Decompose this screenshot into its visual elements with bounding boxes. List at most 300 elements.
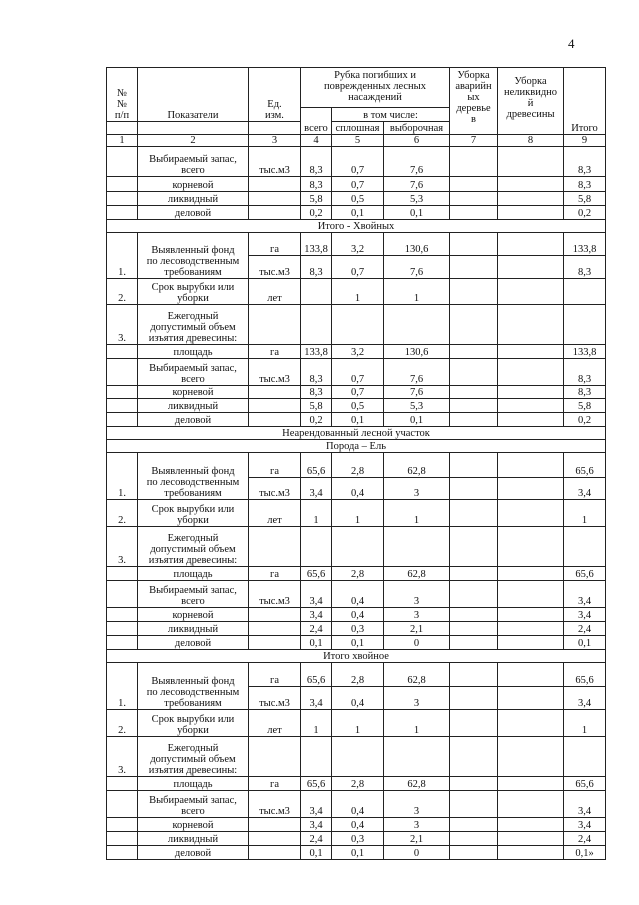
table-row bbox=[107, 304, 606, 344]
row-label: Ежегодный допустимый объем изъятия древесины: bbox=[138, 304, 249, 344]
value-illiquid bbox=[498, 581, 564, 608]
value-total: 65,6 bbox=[301, 776, 332, 790]
header-unit: Ед. изм. bbox=[249, 68, 301, 122]
row-number bbox=[107, 344, 138, 358]
value-total: 3,4 bbox=[301, 608, 332, 622]
row-unit: га bbox=[249, 344, 301, 358]
value-total: 0,2 bbox=[301, 412, 332, 426]
row-unit bbox=[249, 736, 301, 776]
table-row bbox=[107, 709, 606, 736]
row-unit bbox=[249, 192, 301, 206]
value-illiquid bbox=[498, 256, 564, 279]
value-emergency bbox=[450, 412, 498, 426]
value-grand-total: 3,4 bbox=[564, 581, 606, 608]
table-row bbox=[107, 608, 606, 622]
value-illiquid bbox=[498, 687, 564, 710]
value-total: 1 bbox=[301, 500, 332, 527]
value-grand-total: 8,3 bbox=[564, 385, 606, 398]
table-row bbox=[107, 206, 606, 220]
value-grand-total: 1 bbox=[564, 709, 606, 736]
value-grand-total: 5,8 bbox=[564, 398, 606, 412]
row-unit: га bbox=[249, 233, 301, 256]
row-number bbox=[107, 622, 138, 636]
row-unit: лет bbox=[249, 278, 301, 304]
value-emergency bbox=[450, 278, 498, 304]
value-emergency bbox=[450, 608, 498, 622]
value-grand-total: 0,1 bbox=[564, 636, 606, 650]
row-unit: га bbox=[249, 452, 301, 477]
value-emergency bbox=[450, 567, 498, 581]
table-row bbox=[107, 398, 606, 412]
value-total: 65,6 bbox=[301, 567, 332, 581]
row-unit bbox=[249, 831, 301, 845]
value-clear-cut: 0,5 bbox=[332, 398, 384, 412]
row-label: площадь bbox=[138, 776, 249, 790]
value-selective: 1 bbox=[384, 500, 450, 527]
section-row bbox=[107, 426, 606, 439]
value-clear-cut: 0,1 bbox=[332, 206, 384, 220]
value-selective: 0,1 bbox=[384, 206, 450, 220]
row-number: 3. bbox=[107, 304, 138, 344]
value-emergency bbox=[450, 709, 498, 736]
row-label: Выявленный фонд bbox=[138, 663, 249, 687]
value-total: 2,4 bbox=[301, 831, 332, 845]
row-unit: га bbox=[249, 663, 301, 687]
value-total: 1 bbox=[301, 709, 332, 736]
value-total: 3,4 bbox=[301, 477, 332, 500]
value-illiquid bbox=[498, 477, 564, 500]
value-grand-total bbox=[564, 304, 606, 344]
value-total: 8,3 bbox=[301, 385, 332, 398]
value-selective: 0 bbox=[384, 636, 450, 650]
value-total: 3,4 bbox=[301, 790, 332, 817]
table-row bbox=[107, 831, 606, 845]
row-label: площадь bbox=[138, 567, 249, 581]
value-grand-total: 2,4 bbox=[564, 622, 606, 636]
table-row bbox=[107, 845, 606, 859]
row-number bbox=[107, 206, 138, 220]
value-selective: 130,6 bbox=[384, 233, 450, 256]
value-illiquid bbox=[498, 608, 564, 622]
table-row bbox=[107, 192, 606, 206]
value-clear-cut: 2,8 bbox=[332, 776, 384, 790]
value-clear-cut: 0,7 bbox=[332, 256, 384, 279]
row-unit: лет bbox=[249, 500, 301, 527]
row-label: Ежегодный допустимый объем изъятия древесины: bbox=[138, 736, 249, 776]
value-grand-total: 65,6 bbox=[564, 663, 606, 687]
value-selective: 62,8 bbox=[384, 567, 450, 581]
value-grand-total: 2,4 bbox=[564, 831, 606, 845]
value-selective: 130,6 bbox=[384, 344, 450, 358]
row-number bbox=[107, 567, 138, 581]
row-label: деловой bbox=[138, 206, 249, 220]
value-selective: 1 bbox=[384, 709, 450, 736]
row-label: корневой bbox=[138, 608, 249, 622]
value-illiquid bbox=[498, 192, 564, 206]
value-total: 133,8 bbox=[301, 233, 332, 256]
value-clear-cut: 1 bbox=[332, 500, 384, 527]
value-illiquid bbox=[498, 709, 564, 736]
row-label: Выбираемый запас, всего bbox=[138, 147, 249, 177]
row-number bbox=[107, 412, 138, 426]
column-numbers-row bbox=[107, 135, 606, 147]
value-total: 8,3 bbox=[301, 177, 332, 192]
value-emergency bbox=[450, 385, 498, 398]
value-illiquid bbox=[498, 527, 564, 567]
row-label: Срок вырубки или уборки bbox=[138, 500, 249, 527]
value-illiquid bbox=[498, 233, 564, 256]
value-selective: 7,6 bbox=[384, 177, 450, 192]
value-grand-total: 133,8 bbox=[564, 233, 606, 256]
value-total: 5,8 bbox=[301, 398, 332, 412]
value-clear-cut: 0,1 bbox=[332, 636, 384, 650]
column-number: 5 bbox=[332, 135, 384, 147]
value-grand-total: 8,3 bbox=[564, 147, 606, 177]
row-unit: тыс.м3 bbox=[249, 477, 301, 500]
row-unit: лет bbox=[249, 709, 301, 736]
header-row bbox=[107, 68, 606, 108]
value-selective: 1 bbox=[384, 278, 450, 304]
value-total: 8,3 bbox=[301, 147, 332, 177]
table-row bbox=[107, 790, 606, 817]
value-clear-cut: 0,7 bbox=[332, 358, 384, 385]
header-clear-cut: сплошная bbox=[332, 122, 384, 135]
row-unit: тыс.м3 bbox=[249, 687, 301, 710]
value-clear-cut: 0,5 bbox=[332, 192, 384, 206]
value-emergency bbox=[450, 663, 498, 687]
value-grand-total: 65,6 bbox=[564, 567, 606, 581]
row-unit bbox=[249, 817, 301, 831]
value-selective: 62,8 bbox=[384, 663, 450, 687]
value-emergency bbox=[450, 233, 498, 256]
value-grand-total: 3,4 bbox=[564, 817, 606, 831]
value-illiquid bbox=[498, 817, 564, 831]
row-unit: тыс.м3 bbox=[249, 256, 301, 279]
row-unit bbox=[249, 412, 301, 426]
row-unit: га bbox=[249, 776, 301, 790]
value-total bbox=[301, 304, 332, 344]
row-number bbox=[107, 636, 138, 650]
value-illiquid bbox=[498, 344, 564, 358]
value-illiquid bbox=[498, 622, 564, 636]
value-grand-total bbox=[564, 736, 606, 776]
row-unit bbox=[249, 636, 301, 650]
row-label: площадь bbox=[138, 344, 249, 358]
value-clear-cut: 2,8 bbox=[332, 567, 384, 581]
value-clear-cut: 0,7 bbox=[332, 177, 384, 192]
value-selective bbox=[384, 736, 450, 776]
value-selective: 0 bbox=[384, 845, 450, 859]
value-illiquid bbox=[498, 736, 564, 776]
table-body bbox=[107, 68, 606, 860]
value-clear-cut: 0,7 bbox=[332, 147, 384, 177]
value-selective: 3 bbox=[384, 790, 450, 817]
table-row bbox=[107, 344, 606, 358]
value-emergency bbox=[450, 581, 498, 608]
row-unit bbox=[249, 527, 301, 567]
value-illiquid bbox=[498, 636, 564, 650]
row-number bbox=[107, 192, 138, 206]
row-unit bbox=[249, 622, 301, 636]
table-row bbox=[107, 147, 606, 177]
value-emergency bbox=[450, 192, 498, 206]
row-number bbox=[107, 177, 138, 192]
header-total: Итого bbox=[564, 68, 606, 135]
value-grand-total: 0,2 bbox=[564, 206, 606, 220]
value-emergency bbox=[450, 776, 498, 790]
value-emergency bbox=[450, 398, 498, 412]
table-row bbox=[107, 412, 606, 426]
value-grand-total: 8,3 bbox=[564, 358, 606, 385]
row-number bbox=[107, 776, 138, 790]
value-emergency bbox=[450, 256, 498, 279]
value-total bbox=[301, 527, 332, 567]
row-label: ликвидный bbox=[138, 398, 249, 412]
value-emergency bbox=[450, 452, 498, 477]
value-illiquid bbox=[498, 304, 564, 344]
value-emergency bbox=[450, 687, 498, 710]
value-selective bbox=[384, 527, 450, 567]
row-number bbox=[107, 581, 138, 608]
value-emergency bbox=[450, 790, 498, 817]
row-label: деловой bbox=[138, 412, 249, 426]
value-clear-cut: 0,4 bbox=[332, 790, 384, 817]
row-label: Выбираемый запас, всего bbox=[138, 358, 249, 385]
value-grand-total: 3,4 bbox=[564, 687, 606, 710]
forest-felling-table bbox=[106, 67, 606, 860]
row-label: ликвидный bbox=[138, 192, 249, 206]
table-row bbox=[107, 687, 606, 710]
row-label: Срок вырубки или уборки bbox=[138, 278, 249, 304]
row-label: Выбираемый запас, всего bbox=[138, 581, 249, 608]
row-label: Ежегодный допустимый объем изъятия древесины: bbox=[138, 527, 249, 567]
value-total: 2,4 bbox=[301, 622, 332, 636]
table-row bbox=[107, 452, 606, 477]
row-number bbox=[107, 147, 138, 177]
value-emergency bbox=[450, 527, 498, 567]
row-number: 1. bbox=[107, 452, 138, 500]
table-row bbox=[107, 776, 606, 790]
table-row bbox=[107, 385, 606, 398]
row-unit: тыс.м3 bbox=[249, 581, 301, 608]
row-label: деловой bbox=[138, 845, 249, 859]
value-total: 0,1 bbox=[301, 636, 332, 650]
column-number: 7 bbox=[450, 135, 498, 147]
value-illiquid bbox=[498, 500, 564, 527]
value-selective: 3 bbox=[384, 817, 450, 831]
row-number: 1. bbox=[107, 233, 138, 279]
value-grand-total: 3,4 bbox=[564, 790, 606, 817]
value-selective: 62,8 bbox=[384, 452, 450, 477]
value-clear-cut bbox=[332, 304, 384, 344]
section-title: Итого - Хвойных bbox=[107, 220, 606, 233]
row-number: 2. bbox=[107, 500, 138, 527]
value-clear-cut: 0,4 bbox=[332, 608, 384, 622]
row-label: по лесоводственным требованиям bbox=[138, 256, 249, 279]
value-selective: 5,3 bbox=[384, 192, 450, 206]
value-emergency bbox=[450, 358, 498, 385]
header-total-all: всего bbox=[301, 108, 332, 135]
header-number: № № п/п bbox=[107, 68, 138, 122]
value-clear-cut: 3,2 bbox=[332, 233, 384, 256]
row-number: 2. bbox=[107, 278, 138, 304]
value-grand-total: 65,6 bbox=[564, 452, 606, 477]
value-grand-total: 5,8 bbox=[564, 192, 606, 206]
row-number bbox=[107, 608, 138, 622]
value-selective bbox=[384, 304, 450, 344]
value-illiquid bbox=[498, 398, 564, 412]
row-label: Выбираемый запас, всего bbox=[138, 790, 249, 817]
value-clear-cut: 0,3 bbox=[332, 622, 384, 636]
row-number bbox=[107, 845, 138, 859]
section-title: Итого хвойное bbox=[107, 650, 606, 663]
table-row bbox=[107, 278, 606, 304]
table-row bbox=[107, 177, 606, 192]
value-selective: 7,6 bbox=[384, 385, 450, 398]
value-clear-cut: 0,1 bbox=[332, 845, 384, 859]
value-total bbox=[301, 736, 332, 776]
value-grand-total: 1 bbox=[564, 500, 606, 527]
row-label: ликвидный bbox=[138, 831, 249, 845]
section-row bbox=[107, 220, 606, 233]
row-number bbox=[107, 385, 138, 398]
column-number: 1 bbox=[107, 135, 138, 147]
table-row bbox=[107, 736, 606, 776]
value-emergency bbox=[450, 817, 498, 831]
value-illiquid bbox=[498, 845, 564, 859]
row-number bbox=[107, 358, 138, 385]
column-number: 8 bbox=[498, 135, 564, 147]
value-grand-total: 8,3 bbox=[564, 256, 606, 279]
row-number bbox=[107, 398, 138, 412]
header-felling-group: Рубка погибших и поврежденных лесных насаждений bbox=[301, 68, 450, 108]
value-illiquid bbox=[498, 358, 564, 385]
table-row bbox=[107, 663, 606, 687]
row-unit bbox=[249, 845, 301, 859]
value-total: 3,4 bbox=[301, 687, 332, 710]
value-grand-total: 3,4 bbox=[564, 477, 606, 500]
table-row bbox=[107, 636, 606, 650]
value-selective: 7,6 bbox=[384, 358, 450, 385]
value-emergency bbox=[450, 736, 498, 776]
value-selective: 62,8 bbox=[384, 776, 450, 790]
table-row bbox=[107, 527, 606, 567]
value-selective: 0,1 bbox=[384, 412, 450, 426]
value-selective: 3 bbox=[384, 581, 450, 608]
value-illiquid bbox=[498, 177, 564, 192]
value-total: 5,8 bbox=[301, 192, 332, 206]
row-number: 1. bbox=[107, 663, 138, 710]
value-selective: 3 bbox=[384, 687, 450, 710]
row-label: деловой bbox=[138, 636, 249, 650]
value-total: 65,6 bbox=[301, 452, 332, 477]
row-unit bbox=[249, 608, 301, 622]
row-unit bbox=[249, 398, 301, 412]
table-row bbox=[107, 500, 606, 527]
value-clear-cut: 0,4 bbox=[332, 477, 384, 500]
row-unit: тыс.м3 bbox=[249, 358, 301, 385]
value-grand-total: 8,3 bbox=[564, 177, 606, 192]
table-row bbox=[107, 581, 606, 608]
row-number bbox=[107, 831, 138, 845]
value-selective: 2,1 bbox=[384, 622, 450, 636]
row-label: ликвидный bbox=[138, 622, 249, 636]
value-selective: 5,3 bbox=[384, 398, 450, 412]
value-emergency bbox=[450, 845, 498, 859]
column-number: 2 bbox=[138, 135, 249, 147]
value-emergency bbox=[450, 177, 498, 192]
table-row bbox=[107, 256, 606, 279]
value-grand-total bbox=[564, 527, 606, 567]
value-selective: 3 bbox=[384, 608, 450, 622]
row-number: 3. bbox=[107, 736, 138, 776]
column-number: 4 bbox=[301, 135, 332, 147]
row-number: 3. bbox=[107, 527, 138, 567]
row-unit: га bbox=[249, 567, 301, 581]
value-clear-cut: 0,4 bbox=[332, 817, 384, 831]
value-emergency bbox=[450, 636, 498, 650]
section-title: Неарендованный лесной участок bbox=[107, 426, 606, 439]
value-emergency bbox=[450, 147, 498, 177]
header-illiquid-wood: Уборка неликвидно й древесины bbox=[498, 68, 564, 135]
value-total: 0,2 bbox=[301, 206, 332, 220]
table-row bbox=[107, 567, 606, 581]
value-selective: 2,1 bbox=[384, 831, 450, 845]
value-emergency bbox=[450, 477, 498, 500]
value-clear-cut: 0,4 bbox=[332, 581, 384, 608]
value-illiquid bbox=[498, 278, 564, 304]
row-label: по лесоводственным требованиям bbox=[138, 477, 249, 500]
value-clear-cut: 0,7 bbox=[332, 385, 384, 398]
value-emergency bbox=[450, 304, 498, 344]
value-emergency bbox=[450, 344, 498, 358]
table-row bbox=[107, 358, 606, 385]
row-unit bbox=[249, 385, 301, 398]
column-number: 3 bbox=[249, 135, 301, 147]
section-title: Порода – Ель bbox=[107, 439, 606, 452]
table-row bbox=[107, 233, 606, 256]
value-illiquid bbox=[498, 385, 564, 398]
value-illiquid bbox=[498, 567, 564, 581]
row-unit: тыс.м3 bbox=[249, 147, 301, 177]
value-selective: 3 bbox=[384, 477, 450, 500]
value-illiquid bbox=[498, 663, 564, 687]
value-total: 8,3 bbox=[301, 256, 332, 279]
row-label: корневой bbox=[138, 177, 249, 192]
value-total: 3,4 bbox=[301, 581, 332, 608]
section-row bbox=[107, 439, 606, 452]
value-illiquid bbox=[498, 412, 564, 426]
value-illiquid bbox=[498, 147, 564, 177]
section-row bbox=[107, 650, 606, 663]
table-row bbox=[107, 622, 606, 636]
value-clear-cut: 1 bbox=[332, 709, 384, 736]
value-total: 3,4 bbox=[301, 817, 332, 831]
row-label: Выявленный фонд bbox=[138, 233, 249, 256]
value-selective: 7,6 bbox=[384, 147, 450, 177]
value-clear-cut: 0,4 bbox=[332, 687, 384, 710]
value-total bbox=[301, 278, 332, 304]
row-label: по лесоводственным требованиям bbox=[138, 687, 249, 710]
row-unit bbox=[249, 206, 301, 220]
value-total: 65,6 bbox=[301, 663, 332, 687]
value-clear-cut bbox=[332, 736, 384, 776]
row-unit bbox=[249, 177, 301, 192]
value-clear-cut: 2,8 bbox=[332, 663, 384, 687]
value-grand-total: 133,8 bbox=[564, 344, 606, 358]
row-unit: тыс.м3 bbox=[249, 790, 301, 817]
value-clear-cut: 3,2 bbox=[332, 344, 384, 358]
